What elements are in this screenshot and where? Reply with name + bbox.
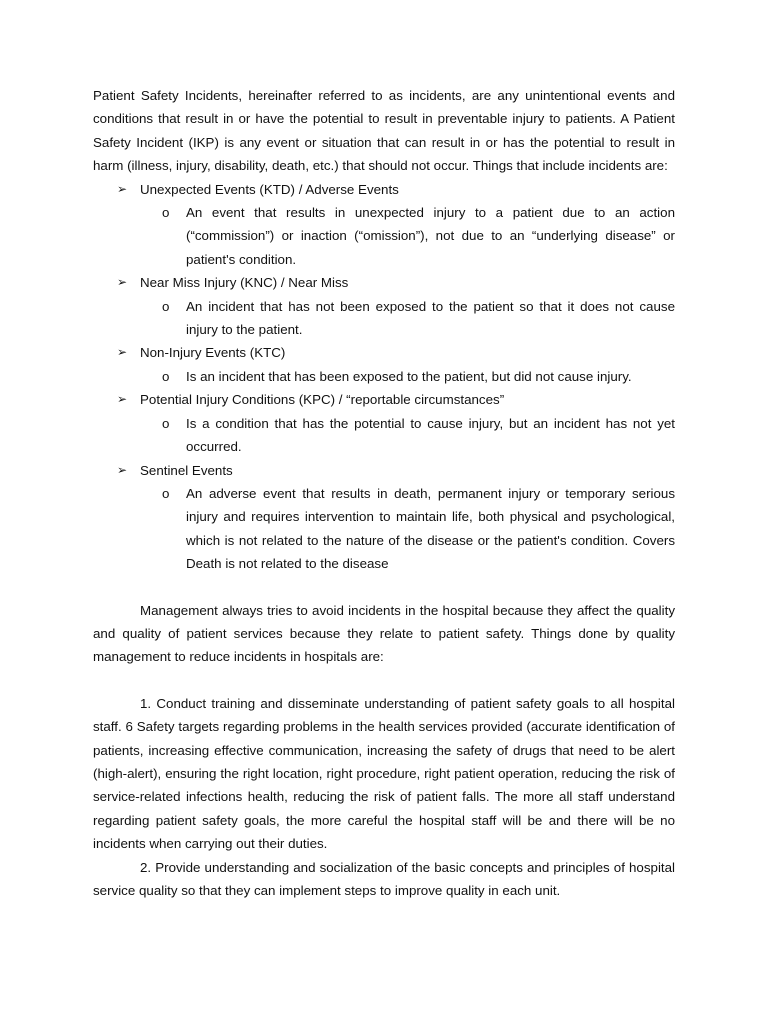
paragraph-spacer bbox=[93, 576, 675, 599]
incident-description-text: An incident that has not been exposed to the patient so that it does not cause injury to the patient. bbox=[186, 298, 675, 338]
intro-paragraph: Patient Safety Incidents, hereinafter referred to as incidents, are any unintentional events and conditions that result in or have the potential to result in preventable injury to patients. A Patient Safety Incident (IKP) is any event or situation that can result in or has the potential to result in harm (illness, injury, disability, death, etc.) that should not occur. Things that include incidents are: bbox=[93, 88, 675, 174]
paragraph-spacer bbox=[93, 669, 675, 692]
circle-bullet-icon: o bbox=[162, 298, 170, 314]
arrow-bullet-icon: ➢ bbox=[117, 345, 128, 360]
incident-description-1 bbox=[162, 201, 675, 271]
incident-description-text: An event that results in unexpected injury to a patient due to an action (“commission”) or inaction (“omission”), not due to an “underlying disease” or patient's condition. bbox=[186, 205, 675, 267]
incident-title: Unexpected Events (KTD) / Adverse Events bbox=[140, 181, 399, 197]
incident-description-2 bbox=[162, 295, 675, 342]
incident-description-5 bbox=[162, 482, 675, 576]
incident-description-text: Is a condition that has the potential to cause injury, but an incident has not yet occurred. bbox=[186, 415, 675, 455]
arrow-bullet-icon: ➢ bbox=[117, 181, 128, 196]
incident-item-4 bbox=[117, 388, 675, 411]
incident-title: Non-Injury Events (KTC) bbox=[140, 345, 286, 361]
incident-item-1 bbox=[117, 178, 675, 201]
arrow-bullet-icon: ➢ bbox=[117, 392, 128, 407]
incident-item-5 bbox=[117, 459, 675, 482]
incident-item-3 bbox=[117, 341, 675, 364]
step-1-paragraph: 1. Conduct training and disseminate understanding of patient safety goals to all hospital staff. 6 Safety targets regarding problems in the health services provided (accurate identification of patients, increasing effective communication, increasing the safety of drugs that need to be alert (high-alert), ensuring the right location, right procedure, right patient operation, reducing the risk of service-related infections health, reducing the risk of patient falls. The more all staff understand regarding patient safety goals, the more careful the hospital staff will be and there will be no incidents when carrying out their duties. bbox=[93, 695, 675, 852]
arrow-bullet-icon: ➢ bbox=[117, 462, 128, 477]
incident-description-4 bbox=[162, 412, 675, 459]
document-body bbox=[93, 84, 675, 902]
incident-description-3 bbox=[162, 365, 675, 388]
incident-item-2 bbox=[117, 271, 675, 294]
arrow-bullet-icon: ➢ bbox=[117, 275, 128, 290]
incident-title: Sentinel Events bbox=[140, 462, 233, 478]
incident-description-text: An adverse event that results in death, permanent injury or temporary serious injury and requires intervention to maintain life, both physical and psychological, which is not related to the nature of the disease or the patient's condition. Covers Death is not related to the disease bbox=[186, 485, 675, 572]
circle-bullet-icon: o bbox=[162, 368, 170, 384]
step-2-paragraph: 2. Provide understanding and socialization of the basic concepts and principles of hospital service quality so that they can implement steps to improve quality in each unit. bbox=[93, 859, 675, 898]
management-paragraph: Management always tries to avoid incidents in the hospital because they affect the quality and quality of patient services because they relate to patient safety. Things done by quality management to reduce incidents in hospitals are: bbox=[93, 602, 675, 665]
incident-description-text: Is an incident that has been exposed to the patient, but did not cause injury. bbox=[186, 368, 632, 384]
incident-title: Potential Injury Conditions (KPC) / “reportable circumstances” bbox=[140, 392, 505, 408]
circle-bullet-icon: o bbox=[162, 205, 170, 221]
incident-title: Near Miss Injury (KNC) / Near Miss bbox=[140, 275, 349, 291]
circle-bullet-icon: o bbox=[162, 415, 170, 431]
circle-bullet-icon: o bbox=[162, 485, 170, 501]
